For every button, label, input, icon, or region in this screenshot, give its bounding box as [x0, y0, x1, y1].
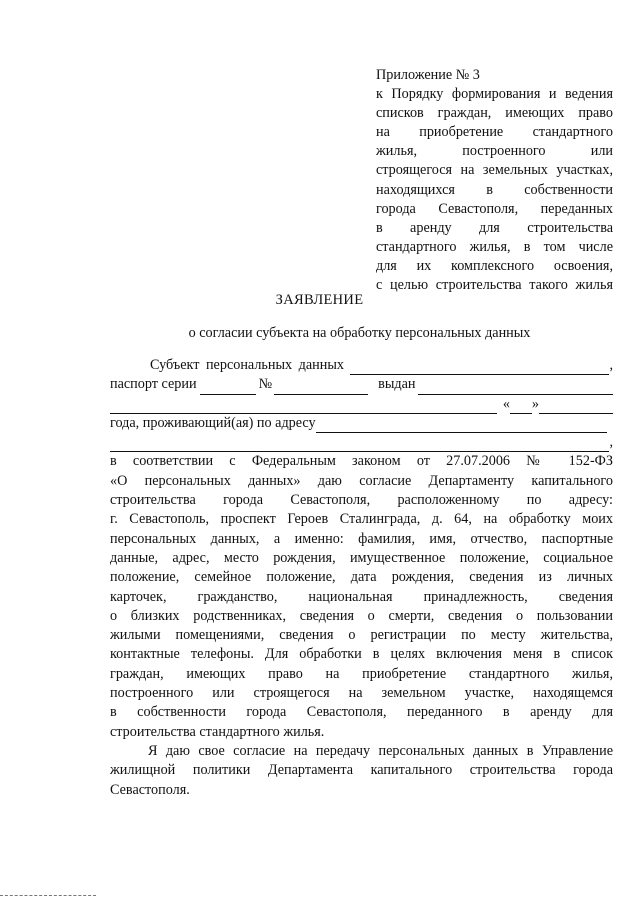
appendix-line: на приобретение стандартного: [376, 124, 613, 141]
appendix-line: для их комплексного освоения,: [376, 257, 613, 274]
body-line: положение, семейное положение, дата рождения, сведения из личных: [110, 569, 613, 586]
page-bottom-rule: [0, 895, 96, 896]
address-label: года, проживающий(ая) по адресу: [110, 414, 316, 431]
address-row: [110, 414, 613, 433]
address-field[interactable]: [316, 419, 607, 433]
passport-series-field[interactable]: [200, 381, 256, 395]
issued-label: выдан: [378, 376, 416, 393]
document-subtitle: о согласии субъекта на обработку персональных данных: [188, 325, 531, 341]
comma: ,: [609, 357, 613, 373]
passport-number-field[interactable]: [274, 381, 368, 395]
subject-row: [110, 356, 613, 375]
appendix-line: Приложение № 3: [376, 67, 480, 83]
body-line: данные, адрес, место рождения, имущественное положение, социальное: [110, 549, 613, 566]
quote-open: «: [502, 395, 510, 412]
consent-line: Я даю свое согласие на передачу персональных данных в Управление: [148, 742, 613, 759]
issued-date-row: [110, 395, 613, 414]
passport-label: паспорт серии: [110, 376, 197, 393]
body-line: граждан, имеющих право на приобретение стандартного жилья,: [110, 665, 613, 682]
body-line: «О персональных данных» даю согласие Департаменту капитального: [110, 472, 613, 489]
body-line: г. Севастополь, проспект Героев Сталинграда, д. 64, на обработку моих: [110, 511, 613, 528]
subject-name-field[interactable]: [350, 361, 609, 375]
appendix-line: с целью строительства такого жилья: [376, 277, 613, 294]
appendix-line: списков граждан, имеющих право: [376, 105, 613, 122]
appendix-block: [376, 66, 613, 295]
passport-row: [110, 375, 613, 394]
consent-paragraph: [110, 452, 613, 741]
issued-by-field[interactable]: [418, 381, 613, 395]
address-continued-field[interactable]: [110, 438, 609, 452]
issue-month-field[interactable]: [539, 400, 613, 414]
body-line: персональных данных, а именно: фамилия, имя, отчество, паспортные: [110, 530, 613, 547]
comma: ,: [609, 434, 613, 451]
body-line: в собственности города Севастополя, переданного в аренду для: [110, 704, 613, 721]
number-label: №: [258, 376, 273, 393]
appendix-line: в аренду для строительства: [376, 219, 613, 236]
subject-label: Субъект персональных данных: [150, 357, 344, 373]
body-line: в соответствии с Федеральным законом от 27.07.2006 № 152-ФЗ: [110, 453, 613, 470]
body-line: карточек, гражданство, национальная принадлежность, сведения: [110, 588, 613, 605]
quote-close: »: [531, 395, 539, 412]
document-title: ЗАЯВЛЕНИЕ: [275, 292, 364, 308]
address-continued-row: [110, 433, 613, 452]
form-body: [110, 356, 613, 800]
issued-by-continued-field[interactable]: [110, 400, 497, 414]
appendix-line: стандартного жилья, в том числе: [376, 238, 613, 255]
appendix-line: города Севастополя, переданных: [376, 200, 613, 217]
transfer-consent-paragraph: [110, 742, 613, 800]
body-line: о близких родственниках, сведения о смерти, сведения о пользовании: [110, 607, 613, 624]
body-line: жилыми помещениями, сведения о регистрации по месту жительства,: [110, 627, 613, 644]
body-line: контактные телефоны. Для обработки в целях включения меня в список: [110, 646, 613, 663]
consent-line: Севастополя.: [110, 781, 190, 798]
issue-day-field[interactable]: [510, 400, 532, 414]
body-line: построенного или строящегося на земельном участке, находящемся: [110, 685, 613, 702]
consent-line: жилищной политики Департамента капитального строительства города: [110, 762, 613, 779]
body-line: строительства стандартного жилья.: [110, 723, 325, 740]
appendix-line: к Порядку формирования и ведения: [376, 86, 613, 103]
appendix-line: строящегося на земельных участках,: [376, 162, 613, 179]
body-line: строительства города Севастополя, расположенному по адресу:: [110, 492, 613, 509]
appendix-line: жилья, построенного или: [376, 143, 613, 160]
appendix-line: находящихся в собственности: [376, 181, 613, 198]
